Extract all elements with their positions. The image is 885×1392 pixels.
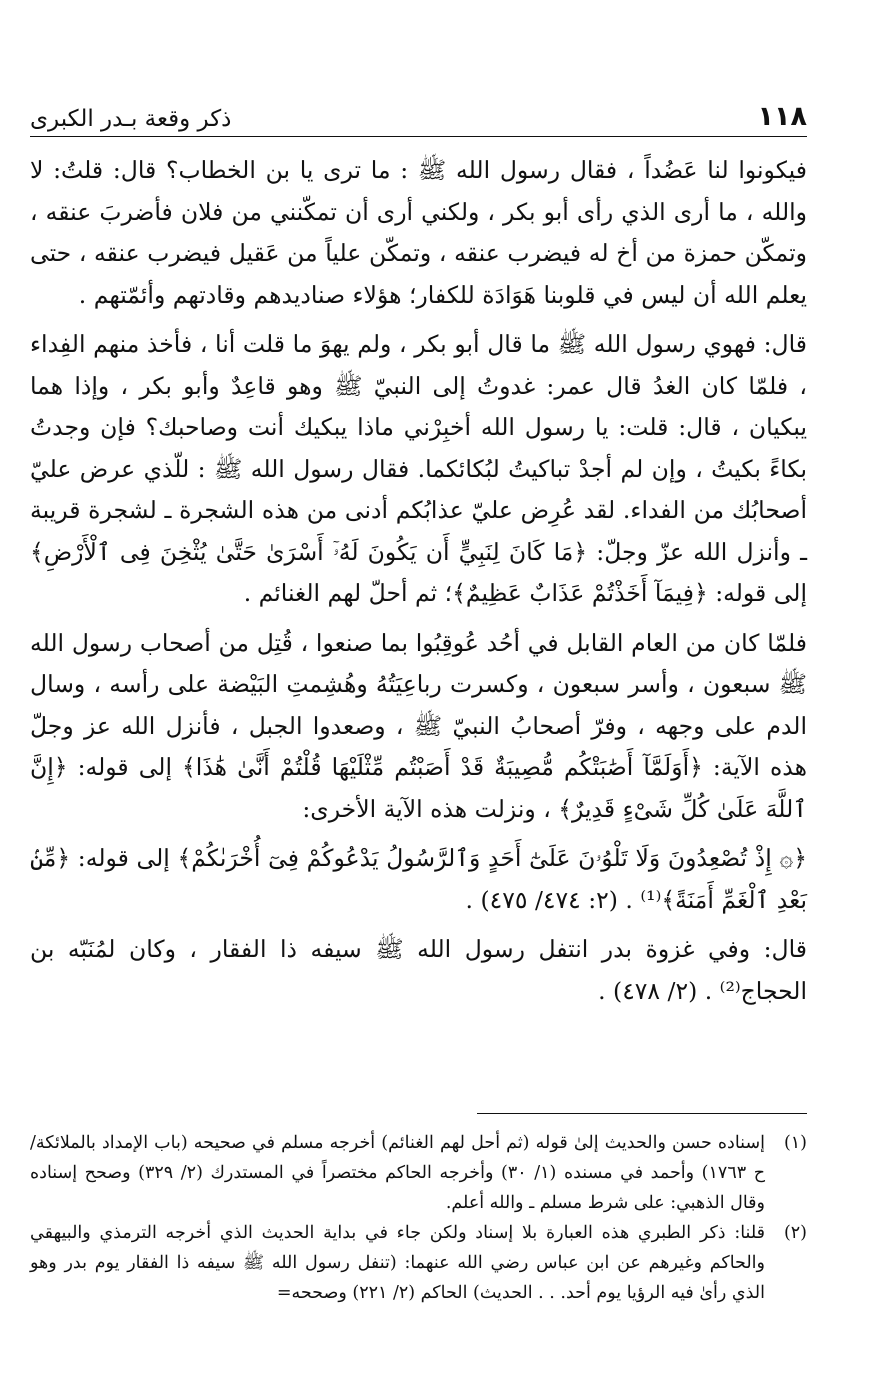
footnote [30,1128,807,1218]
footnote-separator [477,1113,807,1114]
paragraph: فلمّا كان من العام القابل في أحُد عُوقِبُوا بما صنعوا ، قُتِل من أصحاب رسول الله ﷺ سبعون ، وأسر سبعون ، وكسرت رباعِيَتُهُ وهُشِمتِ البَيْضة على رأسه ، وسال الدم على وجهه ، وفرّ أصحابُ النبيّ ﷺ ، وصعدوا الجبل ، فأنزل الله عز وجلّ هذه الآية: ﴿أَوَلَمَّآ أَصَٰبَتْكُم مُّصِيبَةٌ قَدْ أَصَبْتُم مِّثْلَيْهَا قُلْتُمْ أَنَّىٰ هَٰذَا﴾ إلى قوله: ﴿إِنَّ ٱللَّهَ عَلَىٰ كُلِّ شَىْءٍ قَدِيرٌ﴾ ، ونزلت هذه الآية الأخرى: [30,628,807,823]
main-text [30,150,807,1020]
paragraph: فيكونوا لنا عَضُداً ، فقال رسول الله ﷺ : ما ترى يا بن الخطاب؟ قال: قلتُ: لا والله ، ما أرى الذي رأى أبو بكر ، ولكني أرى أن تمكّنني من فلان فأضربَ عنقه ، وتمكّن حمزة من أخ له فيضرب عنقه ، وتمكّن علياً من عَقيل فيضرب عنقه ، حتى يعلم الله أن ليس في قلوبنا هَوَادَة للكفار؛ هؤلاء صناديدهم وقادتهم وأئمّتهم . [30,156,808,309]
running-title: ذكر وقعة بـدر الكبرى [30,106,232,132]
page-number: ١١٨ [757,101,807,132]
footnote-text: إسناده حسن والحديث إلىٰ قوله (ثم أحل لهم الغنائم) أخرجه مسلم في صحيحه (باب الإمداد بالملائكة/ح ١٧٦٣) وأحمد في مسنده (١/ ٣٠) وأخرجه الحاكم مختصراً في المستدرك (٢/ ٣٢٩) وصحح إسناده وقال الذهبي: على شرط مسلم ـ والله أعلم. [30,1133,765,1213]
footnote-mark: (٢) [783,1223,807,1243]
paragraph: قال: فهوي رسول الله ﷺ ما قال أبو بكر ، ولم يهوَ ما قلت أنا ، فأخذ منهم الفِداء ، فلمّا كان الغدُ قال عمر: غدوتُ إلى النبيّ ﷺ وهو قاعِدٌ وأبو بكر ، وإذا هما يبكيان ، قال: قلت: يا رسول الله أخبِرْني ماذا يبكيك أنت وصاحبك؟ فإن وجدتُ بكاءً بكيتُ ، وإن لم أجدْ تباكيتُ لبُكائكما. فقال رسول الله ﷺ : للّذي عرض عليّ أصحابُك من الفداء. لقد عُرِض عليّ عذابُكم أدنى من هذه الشجرة ـ لشجرة قريبة ـ وأنزل الله عزّ وجلّ: ﴿مَا كَانَ لِنَبِيٍّ أَن يَكُونَ لَهُۥٓ أَسْرَىٰ حَتَّىٰ يُثْخِنَ فِى ٱلْأَرْضِ﴾ إلى قوله: ﴿فِيمَآ أَخَذْتُمْ عَذَابٌ عَظِيمٌ﴾؛ ثم أحلّ لهم الغنائم . [30,330,807,607]
page-header [30,92,807,137]
footnotes [30,1128,807,1308]
quran-verse-paragraph: ﴿۞ إِذْ تُصْعِدُونَ وَلَا تَلْوُۥنَ عَلَىٰٓ أَحَدٍ وَٱلرَّسُولُ يَدْعُوكُمْ فِىٓ أُخْرَىٰكُمْ﴾ إلى قوله: ﴿مِّنۢ بَعْدِ ٱلْغَمِّ أَمَنَةً﴾⁽¹⁾ . (٢: ٤٧٤/ ٤٧٥) . [30,844,807,914]
footnote-text: قلنا: ذكر الطبري هذه العبارة بلا إسناد ولكن جاء في بداية الحديث الذي أخرجه الترمذي والبيهقي والحاكم وغيرهم عن ابن عباس رضي الله عنهما: (تنفل رسول الله ﷺ سيفه ذا الفقار يوم بدر وهو الذي رأىٰ فيه الرؤيا يوم أحد. . . الحديث) الحاكم (٢/ ٢٢١) وصححه= [30,1223,765,1303]
footnote-mark: (١) [783,1133,807,1153]
footnote [30,1218,807,1308]
paragraph: قال: وفي غزوة بدر انتفل رسول الله ﷺ سيفه ذا الفقار ، وكان لمُنَبّه بن الحجاج⁽²⁾ . (٢/ ٤٧٨) . [30,935,807,1005]
